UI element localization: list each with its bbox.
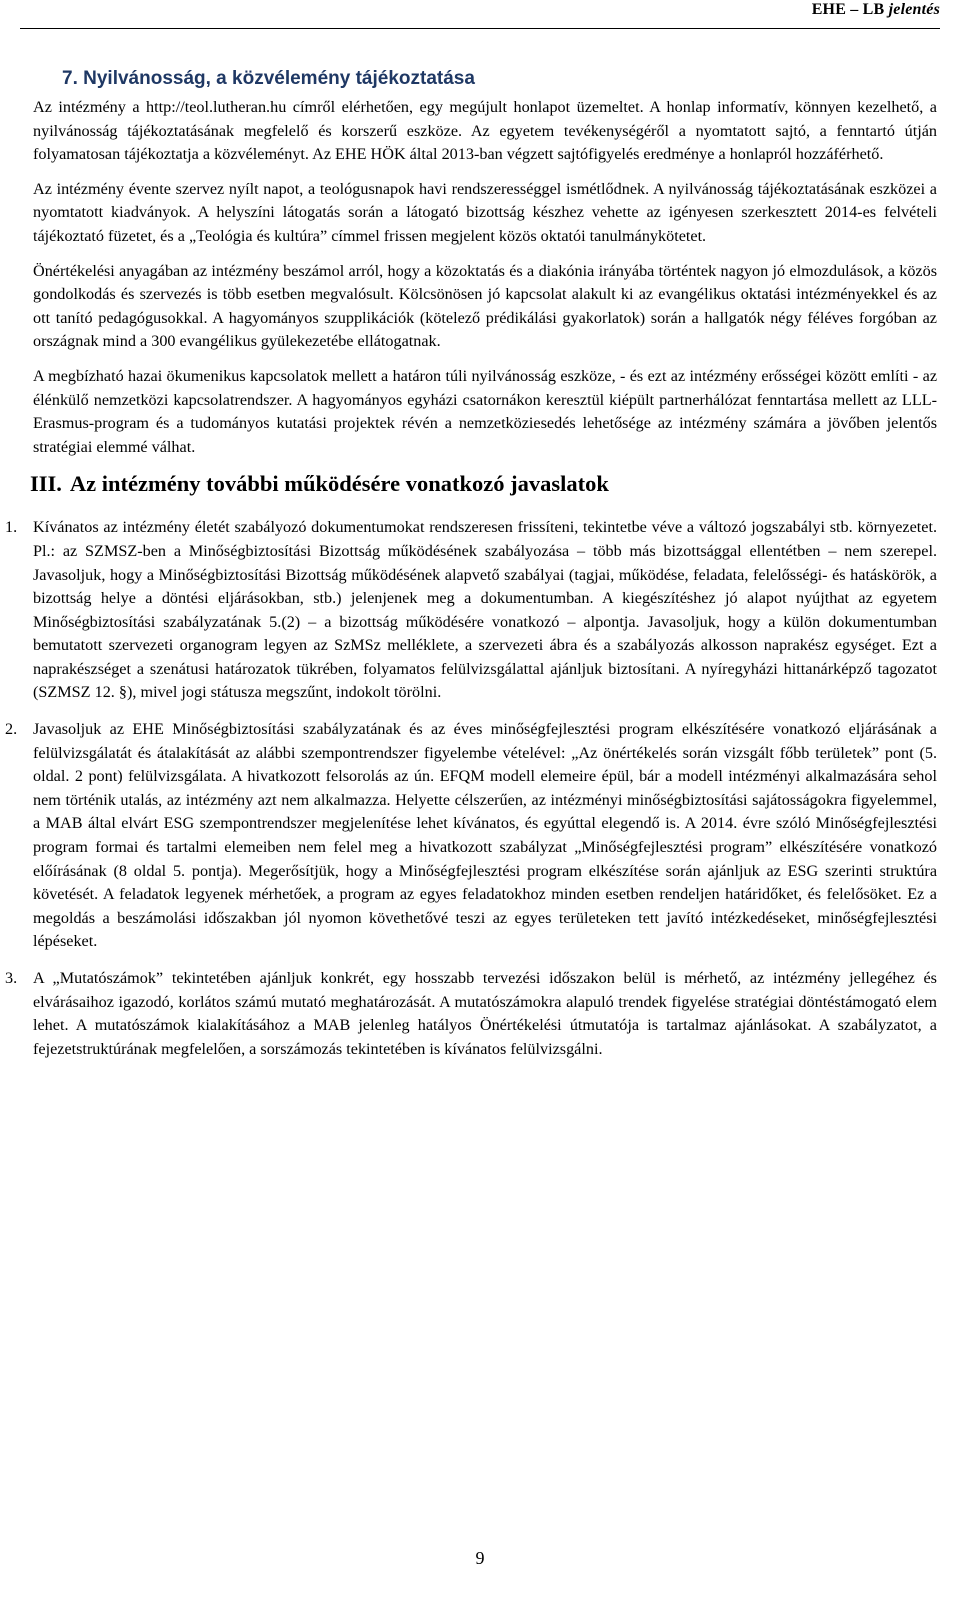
list-item-text: A „Mutatószámok” tekintetében ajánljuk konkrét, egy hosszabb tervezési időszakon belül is mérhető, az intézmény jellegéhez és elvárásaihoz igazodó, korlátos számú mutató meghatározását. A mutatószámokra alapuló trendek figyelése stratégiai döntéstámogató elem lehet. A mutatószámok kialakításához a MAB jelenleg hatályos Önértékelési útmutatója is tartalmaz ajánlásokat. A szabályzatot, a fejezetstruktúrának megfelelően, a sorszámozás tekintetében is kívánatos felülvizsgálni. [33, 969, 937, 1058]
header-divider [20, 28, 940, 29]
chapter-number: III. [30, 471, 62, 497]
paragraph: A megbízható hazai ökumenikus kapcsolatok mellett a határon túli nyilvánosság eszköze, - és ezt az intézmény erősségei között említi - az élénkülő nemzetközi kapcsolatrendszer. A hagyományos egyházi csatornákon keresztül kiépült partnerhálózat fenntartása mellett az LLL-Erasmus-program és a tudományos kutatási projektek révén a nemzetköziesedés lehetősége az intézmény számára a jövőben jelentős stratégiai elemmé válhat. [33, 366, 937, 456]
chapter-heading [30, 470, 937, 498]
list-item-text: Kívánatos az intézmény életét szabályozó dokumentumokat rendszeresen frissíteni, tekintetbe véve a változó jogszabályi stb. környezetet. Pl.: az SZMSZ-ben a Minőségbiztosítási Bizottság működésének szabályozása – több más bizottsággal ellentétben – nem szerepel. Javasoljuk, hogy a Minőségbiztosítási Bizottság működésének alapvető szabályai (tagjai, működése, feladata, felelősségi- és hatáskörök, a bizottság helye a döntési eljárásokban, stb.) jelenjenek meg a dokumentumban. A kiegészítéshez jó alapot nyújthat az egyetem Minőségbiztosítási szabályzatának 5.(2) – a bizottság működésére vonatkozó – alpontja. Javasoljuk, hogy a külön dokumentumban bemutatott szervezeti organogram legyen az SzMSz melléklete, a szervezeti ábra és a szabályozás alkosson naprakész egységet. Ezt a naprakészséget a szenátusi határozatok tükrében, folyamatos felülvizsgálattal ajánljuk biztosítani. A nyíregyházi hittanárképző tagozatot (SZMSZ 12. §), mivel jogi státusza megszűnt, indokolt törölni. [33, 518, 937, 702]
page-content [5, 66, 937, 1074]
list-item-number: 1. [5, 518, 18, 537]
section-heading: 7. Nyilvánosság, a közvélemény tájékoztatása [62, 68, 475, 89]
list-item-text: Javasoljuk az EHE Minőségbiztosítási szabályzatának és az éves minőségfejlesztési program elkészítésére vonatkozó eljárásának a felülvizsgálatát és átalakítását az alábbi szempontrendszer figyelembe vételével: „Az önértékelés során vizsgált főbb területek” pont (5. oldal. 2 pont) felülvizsgálata. A hivatkozott felsorolás az ún. EFQM modell elemeire épül, bár a modell intézményi alkalmazására sehol nem történik utalás, az intézmény azt nem alkalmazza. Helyette célszerűen, az intézményi minőségbiztosítási sajátosságokra figyelemmel, a MAB által elvárt ESG szempontrendszer megjelenítése lehet kívánatos, és egyúttal elegendő is. A 2014. évre szóló Minőségfejlesztési program formai és tartalmi elemeiben nem felel meg a hivatkozott szabályzat „Minőségfejlesztési program” elkészítésére vonatkozó előírásának (8 oldal 5. pontja). Megerősítjük, hogy a Minőségfejlesztési program elkészítése során ajánljuk az ESG szerinti struktúra követését. A feladatok legyenek mérhetőek, a program az egyes feladatokhoz minden esetben rendeljen határidőket, és felelősöket. Ez a megoldás a beszámolási időszakban jól nyomon követhetővé teszi az egyes területeken tett javító intézkedéseket, minőségfejlesztési lépéseket. [33, 720, 937, 951]
proposals-list [5, 516, 937, 1061]
chapter-title: Az intézmény további működésére vonatkozó javaslatok [69, 471, 609, 497]
list-item-number: 3. [5, 969, 18, 987]
list-item [5, 516, 937, 705]
header-title-italic: jelentés [888, 1, 940, 18]
page-number: 9 [475, 1548, 485, 1568]
paragraph: Az intézmény évente szervez nyílt napot, a teológusnapok havi rendszerességgel ismétlődnek. A nyilvánosság tájékoztatásának eszközei a nyomtatott kiadványok. A helyszíni látogatás során a látogató bizottság készhez vehette az igényesen szerkesztett 2014-es felvételi tájékoztató füzetet, és a „Teológia és kultúra” címmel frissen megjelent közös oktatói tanulmánykötetet. [33, 179, 937, 245]
list-item [5, 718, 937, 954]
list-item-number: 2. [5, 720, 18, 739]
list-item [5, 967, 937, 1061]
paragraph: Az intézmény a http://teol.lutheran.hu címről elérhetően, egy megújult honlapot üzemeltet. A honlap informatív, könnyen kezelhető, a nyilvánosság tájékoztatásának megfelelő és korszerű eszköze. Az egyetem tevékenységéről a nyomtatott sajtó, a fenntartó útján folyamatosan tájékoztatja a közvéleményt. Az EHE HÖK által 2013-ban végzett sajtófigyelés eredménye a honlapról hozzáférhető. [33, 98, 937, 164]
paragraph: Önértékelési anyagában az intézmény beszámol arról, hogy a közoktatás és a diakónia irányába történtek nagyon jó elmozdulások, a közös gondolkodás és szervezés is több esetben megvalósult. Kölcsönösen jó kapcsolat alakult ki az evangélikus oktatási intézményekkel és az ott tanító pedagógusokkal. A hagyományos szupplikációk (kötelező prédikálási gyakorlatok) során a hallgatók négy féléves forgóban az országnak mind a 300 evangélikus gyülekezetébe ellátogatnak. [33, 261, 937, 351]
page-header [0, 0, 960, 30]
header-title [812, 1, 940, 19]
header-title-bold: EHE – LB [811, 1, 889, 18]
